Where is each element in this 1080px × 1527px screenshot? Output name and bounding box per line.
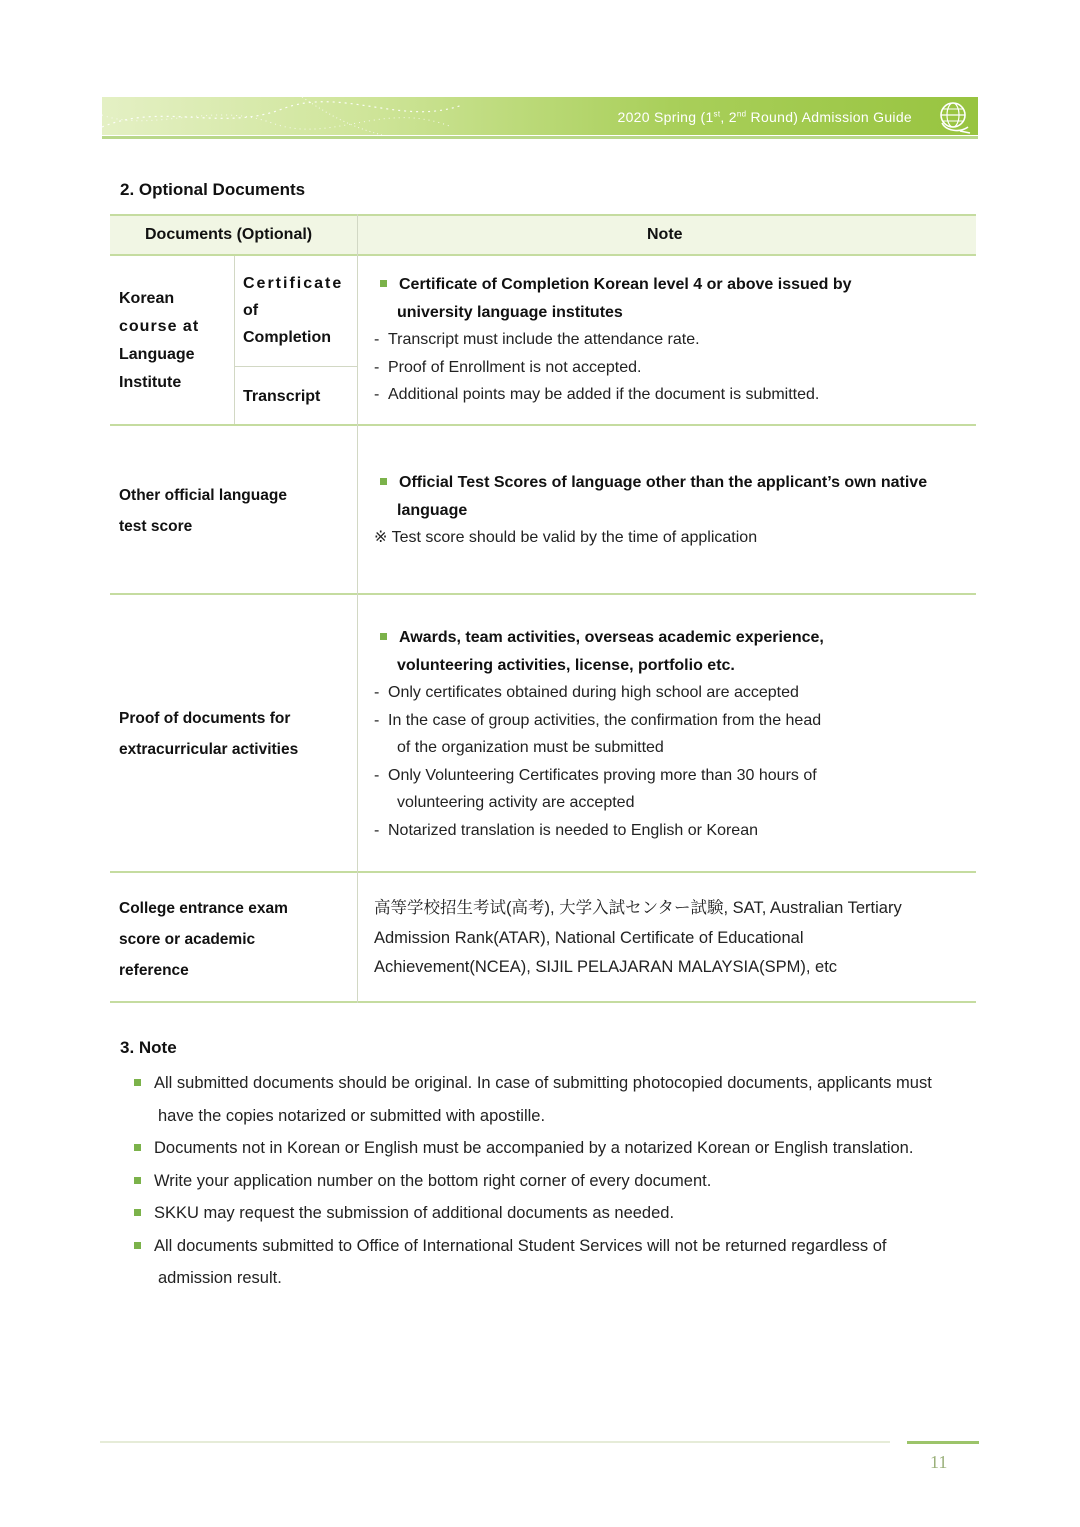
- footer-rule: [100, 1441, 890, 1443]
- subitem-certificate: [243, 270, 343, 351]
- table-header-rule: [110, 254, 976, 256]
- bullet-icon: [134, 1144, 141, 1151]
- note-bullet: Official Test Scores of language other than the applicant’s own native: [374, 469, 927, 497]
- note-item: SKKU may request the submission of additional documents as needed.: [132, 1197, 978, 1230]
- note-bullet-cont: volunteering activities, license, portfolio etc.: [397, 656, 735, 674]
- footer-accent: [907, 1441, 979, 1444]
- bullet-icon: [134, 1177, 141, 1184]
- row-note: [374, 271, 852, 409]
- table-top-rule: [110, 214, 976, 216]
- row-note: [374, 894, 902, 983]
- subitem-transcript: Transcript: [243, 388, 321, 405]
- bullet-icon: [134, 1209, 141, 1216]
- category-line: extracurricular activities: [119, 741, 299, 758]
- column-divider: [357, 214, 358, 1003]
- optional-documents-table: [110, 214, 976, 1004]
- subitem-line: Completion: [243, 329, 331, 346]
- column-header-documents: Documents (Optional): [145, 226, 313, 243]
- table-bottom-rule: [110, 1001, 976, 1003]
- row-category: [119, 893, 288, 986]
- note-dash: - Additional points may be added if the document is submitted.: [374, 386, 820, 403]
- note-dash: - In the case of group activities, the confirmation from the head: [374, 711, 822, 729]
- row-note: [374, 624, 824, 844]
- note-dash: - Notarized translation is needed to English or Korean: [374, 821, 758, 839]
- note-item: Documents not in Korean or English must be accompanied by a notarized Korean or English translation.: [132, 1132, 978, 1165]
- note-line: Admission Rank(ATAR), National Certificate of Educational: [374, 928, 804, 947]
- subrow-divider: [234, 366, 358, 367]
- subcolumn-divider: [234, 256, 235, 424]
- note-item: All submitted documents should be original. In case of submitting photocopied documents, applicants must have the copies notarized or submitted with apostille.: [132, 1067, 978, 1132]
- row-category: [119, 285, 199, 397]
- notes-list: [132, 1067, 978, 1295]
- note-bullet-cont: language: [397, 501, 468, 519]
- note-line: Achievement(NCEA), SIJIL PELAJARAN MALAYSIA(SPM), etc: [374, 958, 838, 976]
- note-bullet: Certificate of Completion Korean level 4 or above issued by: [374, 271, 852, 299]
- category-line: Language: [119, 346, 195, 363]
- note-dash: - Only certificates obtained during high school are accepted: [374, 684, 799, 701]
- row-note: [374, 469, 927, 552]
- category-line: score or academic: [119, 931, 256, 948]
- section-title-note: 3. Note: [120, 1038, 177, 1057]
- note-dash-cont: of the organization must be submitted: [397, 739, 664, 756]
- note-bullet: Awards, team activities, overseas academic experience,: [374, 624, 824, 652]
- globe-icon: [936, 99, 972, 135]
- category-line: course at: [119, 318, 200, 335]
- category-line: Institute: [119, 374, 182, 391]
- note-item: All documents submitted to Office of International Student Services will not be returned regardless of admission result.: [132, 1230, 978, 1295]
- category-line: test score: [119, 518, 193, 535]
- bullet-icon: [380, 478, 387, 485]
- bullet-icon: [380, 633, 387, 640]
- subitem-line: of: [243, 302, 259, 319]
- note-dash-cont: volunteering activity are accepted: [397, 794, 635, 811]
- note-reference: ※ Test score should be valid by the time of application: [374, 529, 758, 546]
- row-category: [119, 703, 298, 765]
- row-divider: [110, 871, 976, 873]
- row-category: [119, 480, 287, 542]
- section-title-optional-documents: 2. Optional Documents: [120, 180, 306, 199]
- category-line: College entrance exam: [119, 900, 288, 917]
- note-dash: - Proof of Enrollment is not accepted.: [374, 358, 642, 376]
- note-dash: - Transcript must include the attendance rate.: [374, 331, 700, 348]
- row-divider: [110, 593, 976, 595]
- header-rule: [102, 136, 978, 139]
- subitem-line: Certificate: [243, 275, 344, 292]
- category-line: Korean: [119, 290, 175, 307]
- row-divider: [110, 424, 976, 426]
- note-line: 高等学校招生考试(高考), 大学入試センター試験, SAT, Australian Tertiary: [374, 899, 902, 917]
- note-dash: - Only Volunteering Certificates proving more than 30 hours of: [374, 766, 817, 784]
- column-header-note: Note: [647, 226, 683, 243]
- bullet-icon: [134, 1242, 141, 1249]
- header-banner: [102, 97, 978, 135]
- note-bullet-cont: university language institutes: [397, 303, 623, 321]
- banner-decoration: [102, 97, 462, 135]
- bullet-icon: [134, 1079, 141, 1086]
- category-line: Proof of documents for: [119, 710, 291, 727]
- note-item: Write your application number on the bottom right corner of every document.: [132, 1165, 978, 1198]
- page-number: 11: [930, 1452, 948, 1472]
- guide-title: 2020 Spring (1st, 2nd Round) Admission Guide: [617, 109, 912, 125]
- category-line: Other official language: [119, 487, 287, 504]
- category-line: reference: [119, 962, 189, 979]
- bullet-icon: [380, 280, 387, 287]
